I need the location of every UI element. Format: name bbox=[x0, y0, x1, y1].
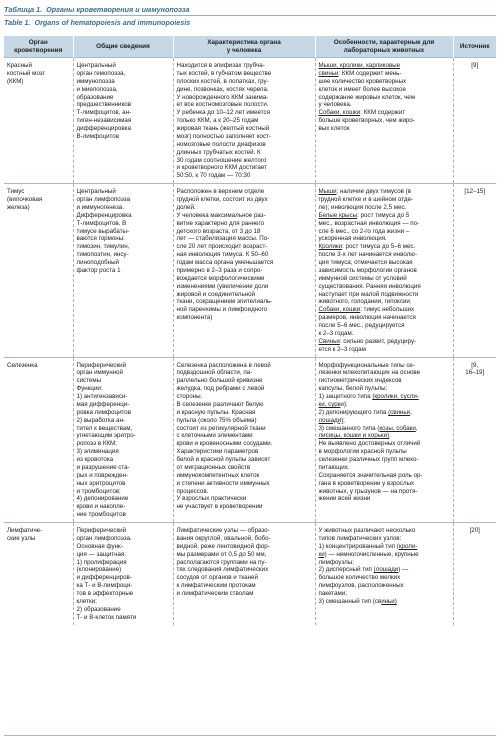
cell-line: сле 20 лет происходит возраст- bbox=[176, 243, 268, 251]
cell-animals bbox=[315, 58, 453, 184]
cell-line: иммунной системы от условий bbox=[318, 274, 407, 282]
cell-line: У человека максимальное раз- bbox=[176, 211, 266, 219]
cell-line: содержание жировых клеток, чем bbox=[318, 93, 415, 101]
cell-line: жировая ткань (желтый костный bbox=[176, 125, 270, 133]
cell-line: гистиометрических индексов bbox=[318, 377, 402, 385]
row-lymph-nodes bbox=[4, 523, 496, 625]
cell-source bbox=[453, 523, 496, 625]
underlined-term: козы, собаки bbox=[379, 424, 416, 432]
cell-line: гана в кроветворении у взрослых bbox=[318, 479, 415, 487]
cell-line: типов лимфатических узлов: bbox=[318, 534, 402, 542]
cell-line: грудной клетке и в шейном отде- bbox=[318, 196, 413, 204]
caption-divider bbox=[4, 15, 496, 16]
underlined-term: Белые крысы bbox=[318, 211, 358, 219]
cell-line: животного, голодании, гипоксии. bbox=[318, 298, 412, 306]
row-spleen bbox=[4, 357, 496, 523]
cell-line: лезенки млекопитающих на основе bbox=[318, 369, 421, 377]
cell-source bbox=[453, 184, 496, 357]
cell-line: железа) bbox=[7, 203, 30, 211]
cell-line: ных эритроцитов bbox=[76, 479, 126, 487]
cell-line: 16–19] bbox=[465, 369, 485, 377]
table-bottom-rule bbox=[4, 735, 496, 736]
cell-line: 3) элиминация bbox=[76, 448, 119, 456]
cell-line: ровка лимфоцитов bbox=[76, 408, 132, 416]
cell-line: (вилочковая bbox=[7, 196, 43, 204]
cell-line: ки, сурки); bbox=[318, 400, 348, 408]
cell-line: 2) дисперсный тип (лошади) — bbox=[318, 566, 409, 574]
underlined-term: Мыши, кролики, карликовые bbox=[318, 62, 401, 70]
cell-line: тях следования лимфатических bbox=[176, 566, 269, 574]
cell-line: 1) антигензависи- bbox=[76, 393, 128, 401]
underlined-term: Кролики bbox=[318, 243, 343, 251]
cell-line: ские узлы bbox=[7, 534, 36, 542]
caption-ru-title: Органы кроветворения и иммунопоэза bbox=[46, 5, 190, 14]
cell-line: наступает при малой подвижности bbox=[318, 290, 419, 298]
cell-human bbox=[173, 523, 315, 625]
underlined-term: иньи) bbox=[381, 597, 397, 605]
cell-line: ткани, сокращением эпителиаль- bbox=[176, 298, 273, 306]
cell-line: ускоренная инволюция. bbox=[318, 235, 387, 243]
cell-line: Периферический bbox=[76, 361, 127, 369]
underlined-term: ки, сурк bbox=[318, 400, 341, 408]
cell-organ bbox=[4, 184, 73, 357]
cell-line: и красную пульпы. Красная bbox=[176, 408, 256, 416]
cell-line: ки) — немногочисленные, крупные bbox=[318, 550, 419, 558]
cell-line: у человека. bbox=[318, 101, 352, 109]
cell-line: Дифференцировка bbox=[76, 211, 132, 219]
underlined-term: лошади) bbox=[318, 416, 344, 424]
header-animals: Особенности, характерные для лабораторных животных bbox=[315, 36, 453, 58]
header-general: Общие сведения bbox=[73, 36, 173, 58]
table-header-row bbox=[4, 36, 496, 58]
cell-line: не участвует в кроветворении bbox=[176, 503, 263, 511]
cell-line: крови и кровеносными сосудами. bbox=[176, 440, 273, 448]
cell-line: 1) концентрированный тип (кроли- bbox=[318, 542, 418, 550]
header-organ: Орган кроветворения bbox=[4, 36, 73, 58]
cell-line: орган лимфопоэза bbox=[76, 196, 131, 204]
underlined-term: (кролики, сусли- bbox=[372, 393, 419, 401]
cell-line: фактор роста 1 bbox=[76, 266, 121, 274]
cell-line: вых клеток bbox=[318, 125, 350, 133]
cell-line: тимопоэтин, инсу- bbox=[76, 251, 129, 259]
caption-en-title: Organs of hematopoiesis and immunopoiesis bbox=[34, 18, 191, 27]
cell-human bbox=[173, 184, 315, 357]
cell-line: изменениями (увеличение доли bbox=[176, 282, 269, 290]
cell-line: мес., возрастная инволюция — по- bbox=[318, 219, 420, 227]
underlined-term: Мыши bbox=[318, 188, 337, 196]
organs-table bbox=[4, 36, 496, 625]
cell-line: Морфофункциональные типы се- bbox=[318, 361, 415, 369]
cell-line: Красный bbox=[7, 62, 32, 70]
cell-line: номозговые полости диафизов bbox=[176, 140, 266, 148]
cell-line: Сохраняется значительная роль ор- bbox=[318, 471, 423, 479]
cell-animals bbox=[315, 357, 453, 523]
cell-line: вания округлой, овальной, бобо- bbox=[176, 534, 271, 542]
cell-line: лошади); bbox=[318, 416, 345, 424]
underlined-term: свиньи bbox=[318, 69, 339, 77]
header-source: Источник bbox=[453, 36, 496, 58]
cell-line: [9] bbox=[471, 62, 479, 70]
cell-line: тых костей, в губчатом веществе bbox=[176, 69, 272, 77]
cell-line: Функции: bbox=[76, 385, 103, 393]
cell-line: шее количество кроветворных bbox=[318, 77, 407, 85]
cell-line: дифференцировка bbox=[76, 125, 131, 133]
cell-line: сосудов от органов и тканей bbox=[176, 574, 258, 582]
cell-line: костный мозг bbox=[7, 69, 45, 77]
underlined-term: кроли- bbox=[398, 542, 418, 550]
underlined-term: Свиньи bbox=[318, 337, 340, 345]
cell-line: 1) пролиферация bbox=[76, 558, 127, 566]
cell-line: витие характерно для раннего bbox=[176, 219, 265, 227]
cell-line: Находится в эпифизах трубча- bbox=[176, 62, 265, 70]
cell-line: ка Т- и В-лимфоци- bbox=[76, 582, 133, 590]
cell-line: лимфоузлов, расположенных bbox=[318, 582, 404, 590]
cell-human bbox=[173, 58, 315, 184]
cell-line: системы bbox=[76, 377, 102, 385]
cell-line: лимфоузлы; bbox=[318, 558, 354, 566]
cell-line: 30 годам соотношение желтого bbox=[176, 156, 267, 164]
cell-line: долей. bbox=[176, 203, 196, 211]
cell-line: [20] bbox=[469, 527, 480, 535]
cell-line: и миелопоэза, bbox=[76, 85, 118, 93]
cell-general bbox=[73, 184, 173, 357]
cell-line: свиньи: ККМ содержит мень- bbox=[318, 69, 402, 77]
cell-line: В селезенке различают белую bbox=[176, 400, 264, 408]
cell-line: размеров, инволюция начинается bbox=[318, 314, 416, 322]
cell-line: питающих. bbox=[318, 463, 350, 471]
cell-line: 3) смешанный тип (свиньи) bbox=[318, 597, 397, 605]
cell-line: орган лимфопоэза. bbox=[76, 534, 132, 542]
cell-organ bbox=[4, 357, 73, 523]
cell-line: и дифференциров- bbox=[76, 574, 132, 582]
cell-line: Характеристики параметров bbox=[176, 448, 259, 456]
cell-line: видной, реже лентовидной фор- bbox=[176, 542, 270, 550]
cell-line: лисицы, кошки и хорьки). bbox=[318, 432, 391, 440]
cell-line: тител к веществам, bbox=[76, 424, 133, 432]
cell-line: зависимость морфологии органов bbox=[318, 266, 417, 274]
cell-line: из кровотока bbox=[76, 456, 114, 464]
cell-line: от миграционных свойств bbox=[176, 463, 251, 471]
cell-line: ет все костномозговые полости. bbox=[176, 101, 269, 109]
cell-line: ропоэз в ККМ; bbox=[76, 440, 117, 448]
underlined-term: лисицы, кошки и хорьки) bbox=[318, 432, 390, 440]
cell-source bbox=[453, 58, 496, 184]
underlined-term: ки) bbox=[318, 550, 327, 558]
cell-line: лет — стабилизация массы. По- bbox=[176, 235, 270, 243]
table-caption-en bbox=[4, 18, 190, 27]
cell-line: селезенки различных групп млеко- bbox=[318, 456, 419, 464]
cell-line: стороны. bbox=[176, 393, 203, 401]
cell-line: Собаки, кошки: тимус небольших bbox=[318, 306, 415, 314]
cell-line: предшественников bbox=[76, 101, 131, 109]
cell-line: мы размерами от 0,5 до 50 мм, bbox=[176, 550, 267, 558]
cell-line: к лимфатическим протокам bbox=[176, 582, 256, 590]
cell-line: линоподобный bbox=[76, 259, 119, 267]
cell-line: Основная функ- bbox=[76, 542, 123, 550]
cell-line: только ККМ, а к 20–25 годам bbox=[176, 117, 259, 125]
cell-animals bbox=[315, 523, 453, 625]
header-human: Характеристика органа у человека bbox=[173, 36, 315, 58]
cell-line: ется к 2–3 годам bbox=[318, 345, 366, 353]
cell-line: и лимфатическим стволам bbox=[176, 590, 254, 598]
table-caption-ru bbox=[4, 5, 190, 14]
cell-line: белой и красной пульпы зависят bbox=[176, 456, 271, 464]
cell-line: ной паренхимы и лимфоидного bbox=[176, 306, 268, 314]
cell-line: Лимфатические узлы — образо- bbox=[176, 527, 270, 535]
cell-line: В-лимфоцитов bbox=[76, 132, 120, 140]
cell-line: крови и накопле- bbox=[76, 503, 126, 511]
cell-line: У ребенка до 10–12 лет имеется bbox=[176, 109, 270, 117]
cell-line: тиген-независимая bbox=[76, 117, 132, 125]
cell-line: состоит из ретикулярной ткани bbox=[176, 424, 266, 432]
cell-line: мая дифференци- bbox=[76, 400, 130, 408]
cell-line: Селезенка расположена в левой bbox=[176, 361, 271, 369]
cell-line: Т-лимфоцитов, ан- bbox=[76, 109, 132, 117]
cell-line: 2) образование bbox=[76, 605, 121, 613]
cell-line: больше кроветворных, чем жиро- bbox=[318, 117, 415, 125]
cell-line: Не выявлено достоверных отличий bbox=[318, 440, 421, 448]
cell-line: жировой и соединительной bbox=[176, 290, 255, 298]
cell-line: Собаки, кошки: ККМ содержит bbox=[318, 109, 406, 117]
cell-line: существования. Ранняя инволюция bbox=[318, 282, 421, 290]
caption-en-number: Table 1. bbox=[4, 18, 31, 27]
cell-line: вождается морфологическими bbox=[176, 274, 265, 282]
cell-line bbox=[319, 62, 450, 70]
cell-general bbox=[73, 523, 173, 625]
cell-line: иммунокомпетентных клеток bbox=[176, 471, 260, 479]
cell-line: пакетами; bbox=[318, 590, 347, 598]
underlined-term: (свиньи bbox=[388, 408, 411, 416]
cell-line: к 2–3 годам. bbox=[318, 329, 354, 337]
cell-line: и кроветворного ККМ достигает bbox=[176, 164, 267, 172]
cell-line: [9, bbox=[471, 361, 479, 369]
cell-line: и иммуногенеза. bbox=[76, 203, 124, 211]
row-bone-marrow bbox=[4, 58, 496, 184]
cell-line: и степени активности иммунных bbox=[176, 479, 270, 487]
cell-line: дине, позвонках, костях черепа. bbox=[176, 85, 269, 93]
cell-line: (ККМ) bbox=[7, 77, 24, 85]
cell-line: длинных трубчатых костей. К bbox=[176, 148, 261, 156]
cell-line: и тромбоцитов; bbox=[76, 487, 121, 495]
cell-line: (клонирование) bbox=[76, 566, 122, 574]
cell-line: У взрослых практически bbox=[176, 495, 247, 503]
cell-line: компонента) bbox=[176, 314, 213, 322]
cell-line: 3) смешанного типа (козы, собаки, bbox=[318, 424, 418, 432]
cell-line: Т-лимфоцитов. В bbox=[76, 219, 127, 227]
cell-line: 2) выработка ан- bbox=[76, 416, 125, 424]
cell-line: сле 6 мес., со 2-го года жизни – bbox=[318, 227, 410, 235]
cell-line: ле); инволюция после 2,5 мес. bbox=[318, 203, 407, 211]
cell-line: 2) депонирующего типа (свиньи, bbox=[318, 408, 412, 416]
cell-line: после 5–6 мес., редуцируется bbox=[318, 322, 405, 330]
cell-organ bbox=[4, 523, 73, 625]
cell-line: Центральный bbox=[76, 188, 116, 196]
cell-line: рых и поврежден- bbox=[76, 471, 128, 479]
cell-line: располагаются группами на пу- bbox=[176, 558, 267, 566]
cell-line: Мыши: наличие двух тимусов (в bbox=[318, 188, 411, 196]
underlined-term: (лошади bbox=[373, 566, 399, 574]
cell-line: плоских костей, в лопатках, гру- bbox=[176, 77, 269, 85]
cell-line: Свиньи: сильно развит, редуциру- bbox=[318, 337, 417, 345]
cell-line: Т- и В-клеток памяти bbox=[76, 613, 137, 621]
cell-line: Тимус bbox=[7, 188, 25, 196]
cell-line: Селезенка bbox=[7, 361, 38, 369]
cell-line: иммунопоэза bbox=[76, 77, 115, 85]
cell-line: мозг) полностью заполняет кост- bbox=[176, 132, 271, 140]
cell-line: орган гемопоэза, bbox=[76, 69, 126, 77]
cell-line: 4) депонирование bbox=[76, 495, 129, 503]
cell-line: ние тромбоцитов bbox=[76, 511, 126, 519]
cell-line: образование bbox=[76, 93, 114, 101]
cell-line: процессов. bbox=[176, 487, 209, 495]
cell-general bbox=[73, 58, 173, 184]
cell-line: подвздошной области, па- bbox=[176, 369, 253, 377]
cell-line: [12–15] bbox=[464, 188, 486, 196]
cell-line: после 3-х лет начинается инволю- bbox=[318, 251, 417, 259]
cell-general bbox=[73, 357, 173, 523]
cell-source bbox=[453, 357, 496, 523]
cell-organ bbox=[4, 58, 73, 184]
cell-line: Периферический bbox=[76, 527, 127, 535]
cell-line: желудка, под ребрами с левой bbox=[176, 385, 265, 393]
row-thymus bbox=[4, 184, 496, 357]
cell-line: капсулы, белой пульпы: bbox=[318, 385, 388, 393]
cell-line: орган иммунной bbox=[76, 369, 123, 377]
caption-ru-number: Таблица 1. bbox=[4, 5, 43, 14]
underlined-term: Собаки, кошки bbox=[318, 306, 361, 314]
cell-line: Белые крысы: рост тимуса до 5 bbox=[318, 211, 410, 219]
cell-line: клетки; bbox=[76, 597, 97, 605]
cell-line: Расположен в верхнем отделе bbox=[176, 188, 265, 196]
cell-line: ная инволюция тимуса. К 50–60 bbox=[176, 251, 269, 259]
cell-line: У животных различают несколько bbox=[318, 527, 416, 535]
cell-line: в морфологии красной пульпы bbox=[318, 448, 407, 456]
cell-line: жении всей жизни bbox=[318, 495, 371, 503]
cell-line: У новорожденного ККМ занима- bbox=[176, 93, 269, 101]
cell-line: с клеточными элементами bbox=[176, 432, 253, 440]
cell-line: ция — защитная: bbox=[76, 550, 127, 558]
cell-human bbox=[173, 357, 315, 523]
cell-line: большое количество мелких bbox=[318, 574, 401, 582]
cell-line: угнетающим эритро- bbox=[76, 432, 136, 440]
cell-line: и разрушение ста- bbox=[76, 463, 130, 471]
cell-line: пульпа (около 75% объема) bbox=[176, 416, 257, 424]
cell-line: годам масса органа уменьшается bbox=[176, 259, 274, 267]
cell-line: животных, у грызунов — на протя- bbox=[318, 487, 418, 495]
cell-line: 50:50, к 70 годам — 70:30 bbox=[176, 172, 251, 180]
cell-line: Кролики: рост тимуса до 5–6 мес. bbox=[318, 243, 416, 251]
cell-line: тимусе вырабаты- bbox=[76, 227, 130, 235]
cell-line: детского возраста, от 3 до 18 bbox=[176, 227, 261, 235]
cell-line: Центральный bbox=[76, 62, 116, 70]
cell-line: грудной клетки, состоит из двух bbox=[176, 196, 268, 204]
cell-line: тов в эффекторные bbox=[76, 590, 134, 598]
cell-line: Лимфатиче- bbox=[7, 527, 43, 535]
cell-animals bbox=[315, 184, 453, 357]
cell-line: ваются гормоны: bbox=[76, 235, 125, 243]
cell-line: раллельно большой кривизне bbox=[176, 377, 263, 385]
cell-line: тимозин, тимулин, bbox=[76, 243, 130, 251]
cell-line: клеток и имеет более высокое bbox=[318, 85, 406, 93]
cell-line: ция тимуса; отмечается высокая bbox=[318, 259, 413, 267]
cell-line: примерно в 2–3 раза и сопро- bbox=[176, 266, 263, 274]
cell-line: 1) защитного типа (кролики, сусли- bbox=[318, 393, 419, 401]
underlined-term: Собаки, кошки bbox=[318, 109, 361, 117]
